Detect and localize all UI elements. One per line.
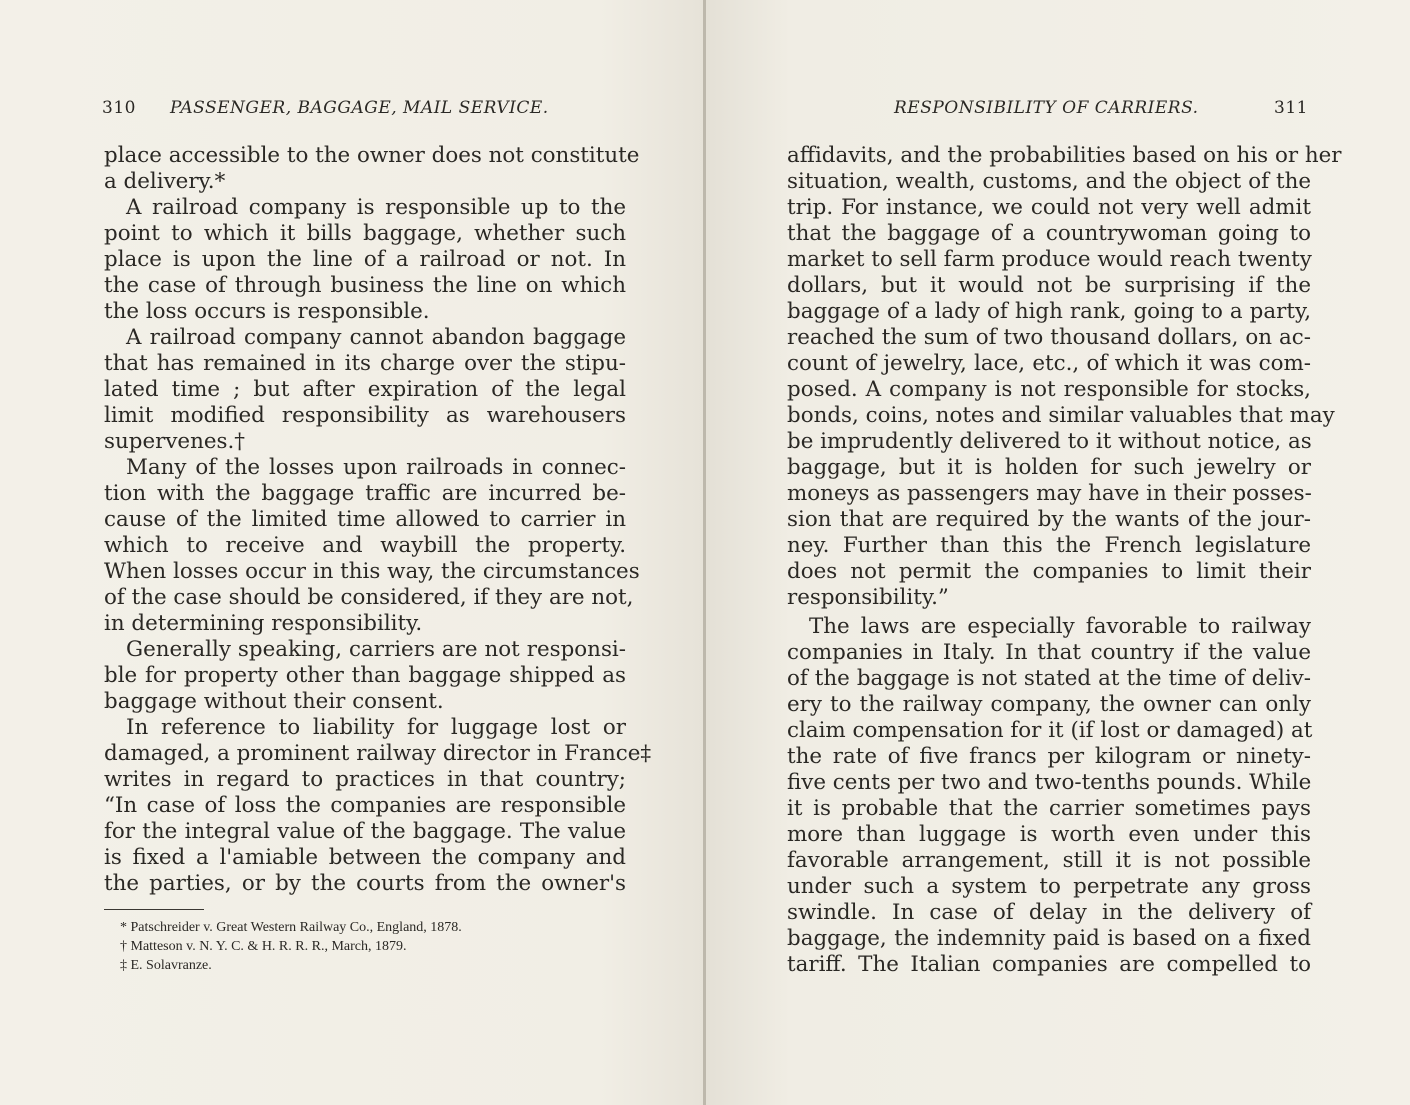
text-line: The laws are especially favorable to railway: [809, 614, 1311, 639]
text-line: tariff. The Italian companies are compelled to: [787, 952, 1311, 977]
text-line: it is probable that the carrier sometimes pays: [787, 796, 1311, 821]
text-line: be imprudently delivered to it without notice, as: [787, 429, 1312, 454]
text-line: “In case of loss the companies are responsible: [104, 793, 626, 818]
text-line: dollars, but it would not be surprising if the: [787, 273, 1311, 298]
text-line: count of jewelry, lace, etc., of which it was com-: [787, 351, 1311, 376]
text-line: baggage, but it is holden for such jewelry or: [787, 455, 1311, 480]
text-line: writes in regard to practices in that country;: [104, 767, 626, 792]
text-line: When losses occur in this way, the circumstances: [104, 559, 640, 584]
text-line: baggage, the indemnity paid is based on a fixed: [787, 926, 1311, 951]
text-line: ney. Further than this the French legislature: [787, 533, 1311, 558]
text-line: favorable arrangement, still it is not possible: [787, 848, 1311, 873]
footnotes: [120, 918, 630, 975]
text-line: lated time ; but after expiration of the legal: [104, 377, 626, 402]
right-page-number: 311: [1274, 98, 1308, 118]
text-line: is fixed a l'amiable between the company and: [104, 845, 626, 870]
text-line: moneys as passengers may have in their posses-: [787, 481, 1312, 506]
text-line: the loss occurs is responsible.: [104, 299, 430, 324]
text-line: supervenes.†: [104, 429, 245, 454]
text-line: affidavits, and the probabilities based on his or her: [787, 143, 1342, 168]
footnote-rule: [104, 909, 204, 910]
text-line: for the integral value of the baggage. The value: [104, 819, 626, 844]
text-line: does not permit the companies to limit their: [787, 559, 1311, 584]
text-line: In reference to liability for luggage lost or: [126, 715, 626, 740]
text-line: tion with the baggage traffic are incurred be-: [104, 481, 626, 506]
text-line: Generally speaking, carriers are not responsi-: [126, 637, 626, 662]
text-line: ble for property other than baggage shipped as: [104, 663, 626, 688]
right-running-head: RESPONSIBILITY OF CARRIERS.: [894, 98, 1199, 118]
left-page-number: 310: [102, 98, 136, 118]
text-line: damaged, a prominent railway director in France‡: [104, 741, 652, 766]
left-running-head: PASSENGER, BAGGAGE, MAIL SERVICE.: [170, 98, 549, 118]
text-line: cause of the limited time allowed to carrier in: [104, 507, 626, 532]
left-body-text: [104, 143, 652, 897]
text-line: point to which it bills baggage, whether such: [104, 221, 626, 246]
text-line: baggage of a lady of high rank, going to a party,: [787, 299, 1311, 324]
text-line: ery to the railway company, the owner can only: [787, 692, 1311, 717]
text-line: of the case should be considered, if they are not,: [104, 585, 634, 610]
text-line: sion that are required by the wants of the jour-: [787, 507, 1311, 532]
text-line: in determining responsibility.: [104, 611, 423, 636]
text-line: bonds, coins, notes and similar valuables that may: [787, 403, 1335, 428]
text-line: the case of through business the line on which: [104, 273, 626, 298]
text-line: companies in Italy. In that country if the value: [787, 640, 1311, 665]
text-line: Many of the losses upon railroads in connec-: [126, 455, 626, 480]
text-line: responsibility.”: [787, 585, 949, 610]
text-line: reached the sum of two thousand dollars, on ac-: [787, 325, 1311, 350]
text-line: place is upon the line of a railroad or not. In: [104, 247, 626, 272]
text-line: A railroad company cannot abandon baggage: [126, 325, 626, 350]
text-line: limit modified responsibility as warehousers: [104, 403, 626, 428]
text-line: under such a system to perpetrate any gross: [787, 874, 1311, 899]
text-line: of the baggage is not stated at the time of deliv-: [787, 666, 1311, 691]
text-line: posed. A company is not responsible for stocks,: [787, 377, 1311, 402]
footnote: * Patschreider v. Great Western Railway Co., England, 1878.: [120, 920, 462, 935]
right-body-text: [787, 143, 1342, 978]
text-line: baggage without their consent.: [104, 689, 444, 714]
text-line: the parties, or by the courts from the owner's: [104, 871, 626, 896]
footnote: ‡ E. Solavranze.: [120, 958, 212, 973]
text-line: situation, wealth, customs, and the object of the: [787, 169, 1311, 194]
text-line: market to sell farm produce would reach twenty: [787, 247, 1312, 272]
text-line: swindle. In case of delay in the delivery of: [787, 900, 1311, 925]
text-line: which to receive and waybill the property.: [104, 533, 626, 558]
text-line: trip. For instance, we could not very well admit: [787, 195, 1311, 220]
text-line: more than luggage is worth even under this: [787, 822, 1311, 847]
text-line: a delivery.*: [104, 169, 226, 194]
right-page: [706, 0, 1410, 1105]
text-line: five cents per two and two-tenths pounds. While: [787, 770, 1312, 795]
footnote: † Matteson v. N. Y. C. & H. R. R. R., March, 1879.: [120, 939, 407, 954]
text-line: that has remained in its charge over the stipu-: [104, 351, 626, 376]
text-line: place accessible to the owner does not constitute: [104, 143, 640, 168]
text-line: that the baggage of a countrywoman going to: [787, 221, 1311, 246]
text-line: A railroad company is responsible up to the: [126, 195, 626, 220]
text-line: the rate of five francs per kilogram or ninety-: [787, 744, 1311, 769]
text-line: claim compensation for it (if lost or damaged) at: [787, 718, 1313, 743]
